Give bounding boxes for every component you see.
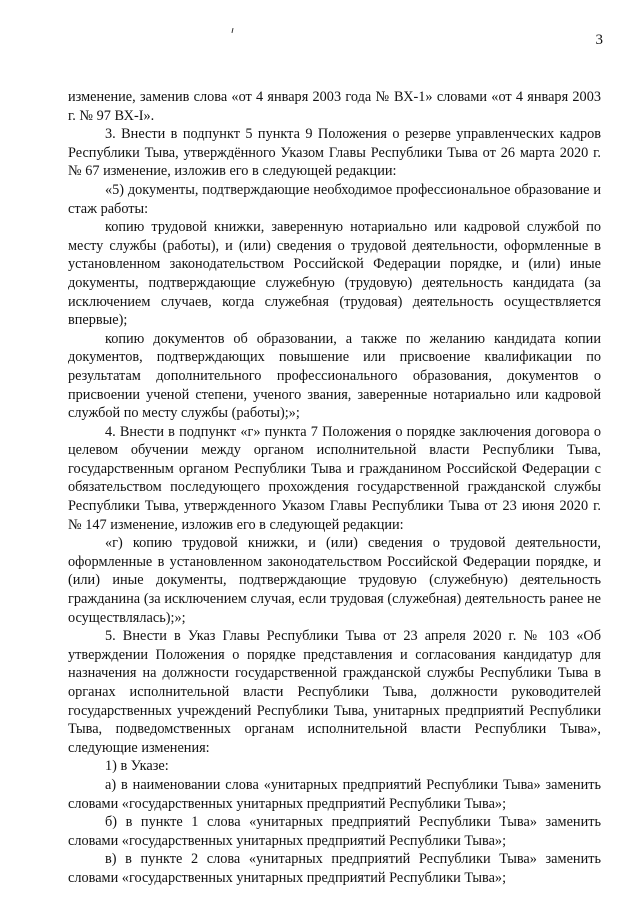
scan-mark (231, 28, 233, 33)
page-number: 3 (595, 32, 603, 48)
paragraph: 4. Внести в подпункт «г» пункта 7 Положения о порядке заключения договора о целевом обучении между органом исполнительной власти Республики Тыва, государственным органом Республики Тыва и гражданином Российской Федерации с обязательством последующего прохождения государственной гражданской службы Республики Тыва, утвержденного Указом Главы Республики Тыва от 23 июня 2020 г. № 147 изменение, изложив его в следующей редакции: (68, 423, 601, 533)
document-body (68, 88, 601, 888)
paragraph: изменение, заменив слова «от 4 января 2003 года № ВХ-1» словами «от 4 января 2003 г. № 97 ВХ-I». (68, 89, 601, 124)
paragraph: 3. Внести в подпункт 5 пункта 9 Положения о резерве управленческих кадров Республики Тыва, утверждённого Указом Главы Республики Тыва от 26 марта 2020 г. № 67 изменение, изложив его в следующей редакции: (68, 126, 601, 180)
paragraph: 1) в Указе: (105, 758, 169, 775)
paragraph: б) в пункте 1 слова «унитарных предприятий Республики Тыва» заменить словами «государственных унитарных предприятий Республики Тыва»; (68, 814, 601, 849)
paragraph: в) в пункте 2 слова «унитарных предприятий Республики Тыва» заменить словами «государственных унитарных предприятий Республики Тыва»; (68, 851, 601, 886)
paragraph: «5) документы, подтверждающие необходимое профессиональное образование и стаж работы: (68, 181, 601, 217)
paragraph: а) в наименовании слова «унитарных предприятий Республики Тыва» заменить словами «государственных унитарных предприятий Республики Тыва»; (68, 776, 601, 812)
paragraph: 5. Внести в Указ Главы Республики Тыва от 23 апреля 2020 г. № 103 «Об утверждении Положения о порядке представления и согласования кандидатур для назначения на должности государственной гражданской службы Республики Тыва в органах исполнительной власти Республики Тыва, должности руководителей государственных учреждений Республики Тыва, унитарных предприятий Республики Тыва, подведомственных органам исполнительной власти Республики Тыва», следующие изменения: (68, 628, 601, 756)
paragraph: копию документов об образовании, а также по желанию кандидата копии документов, подтверждающих повышение или присвоение квалификации по результатам дополнительного профессионального образования, документов о присвоении ученой степени, ученого звания, заверенные нотариально или кадровой службой по месту службы (работы);»; (68, 330, 601, 422)
paragraph: копию трудовой книжки, заверенную нотариально или кадровой службой по месту службы (работы), и (или) сведения о трудовой деятельности, оформленные в установленном законодательством Российской Федерации порядке, и (или) иные документы, подтверждающие служебную (трудовую) деятельность кандидата (за исключением случаев, когда служебная (трудовая) деятельность осуществляется впервые); (68, 219, 601, 329)
paragraph: «г) копию трудовой книжки, и (или) сведения о трудовой деятельности, оформленные в установленном законодательством Российской Федерации порядке, и (или) иные документы, подтверждающие трудовую (служебную) деятельность гражданина (за исключением случая, если трудовая (служебная) деятельность ранее не осуществлялась);»; (68, 535, 601, 626)
